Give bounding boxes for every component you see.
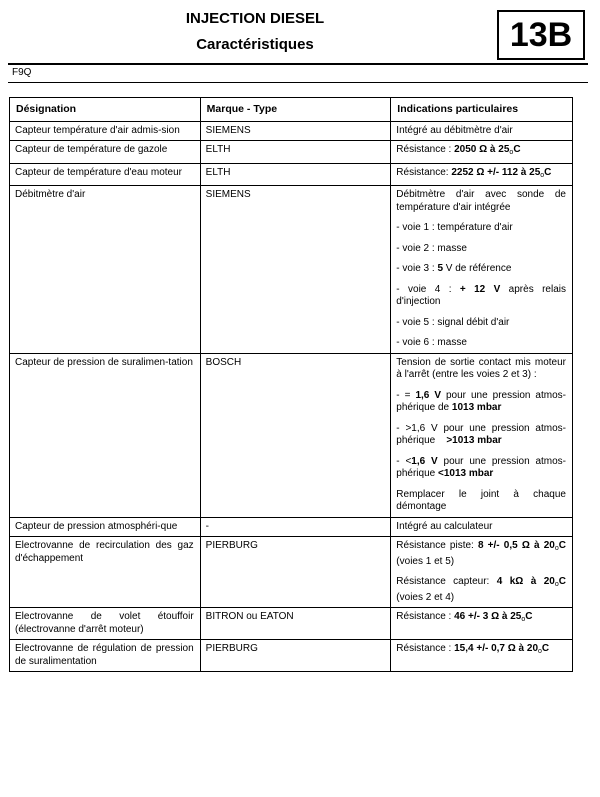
cell-designation: Capteur de température de gazole [10, 141, 201, 164]
note-line: Résistance : 2050 Ω à $25_oC$ [396, 144, 521, 156]
note-line: - = 1,6 V pour une pression atmos-phérique de 1013 mbar [396, 389, 566, 413]
cell-notes [391, 537, 573, 608]
note-line: - >1,6 V pour une pression atmos-phérique >1013 mbar [396, 422, 566, 446]
table-row [10, 121, 573, 141]
table-row [10, 141, 573, 164]
column-header-brand-type: Marque - Type [200, 98, 391, 122]
cell-designation: Electrovanne de recirculation des gaz d'échappement [10, 537, 201, 608]
table-row [10, 608, 573, 640]
characteristics-table [9, 97, 573, 672]
table-row [10, 163, 573, 186]
cell-brand-type: BOSCH [200, 353, 391, 517]
column-header-notes: Indications particulaires [391, 98, 573, 122]
note-line: - voie 2 : masse [396, 242, 467, 254]
cell-brand-type: PIERBURG [200, 640, 391, 672]
cell-brand-type: PIERBURG [200, 537, 391, 608]
cell-designation: Electrovanne de régulation de pression de suralimentation [10, 640, 201, 672]
cell-brand-type: ELTH [200, 141, 391, 164]
cell-brand-type: BITRON ou EATON [200, 608, 391, 640]
cell-notes [391, 640, 573, 672]
cell-designation: Electrovanne de volet étouffoir (électrovanne d'arrêt moteur) [10, 608, 201, 640]
column-header-designation: Désignation [10, 98, 201, 122]
engine-model-label: F9Q [12, 67, 32, 78]
cell-notes [391, 163, 573, 186]
note-line: Débitmètre d'air avec sonde de température d'air intégrée [396, 189, 566, 213]
cell-designation: Débitmètre d'air [10, 186, 201, 354]
note-line: - voie 3 : 5 V de référence [396, 263, 512, 274]
cell-brand-type: SIEMENS [200, 121, 391, 141]
cell-notes [391, 121, 573, 141]
cell-designation: Capteur de température d'eau moteur [10, 163, 201, 186]
table-row [10, 640, 573, 672]
note-line: - <1,6 V pour une pression atmos-phérique <1013 mbar [396, 455, 567, 479]
cell-notes [391, 517, 573, 537]
cell-notes [391, 608, 573, 640]
cell-notes [391, 186, 573, 354]
note-line: Intégré au débitmètre d'air [396, 124, 513, 136]
cell-brand-type: ELTH [200, 163, 391, 186]
note-line: - voie 1 : température d'air [396, 222, 513, 233]
note-line: Tension de sortie contact mis moteur à l'arrêt (entre les voies 2 et 3) : [396, 356, 566, 380]
cell-notes [391, 353, 573, 517]
cell-notes [391, 141, 573, 164]
cell-designation: Capteur de pression de suralimen-tation [10, 353, 201, 517]
cell-designation: Capteur température d'air admis-sion [10, 121, 201, 141]
document-subtitle: Caractéristiques [196, 36, 314, 53]
note-line: Remplacer le joint à chaque démontage [396, 488, 566, 512]
note-line: Résistance : 15,4 +/- 0,7 Ω à $20_oC$ [396, 643, 550, 655]
note-line: Résistance piste: 8 +/- 0,5 Ω à $20_oC$ (voies 1 et 5) [396, 540, 566, 567]
note-line: Résistance : 46 +/- 3 Ω à $25_oC$ [396, 611, 533, 623]
section-badge: 13B [497, 10, 585, 60]
model-rule [8, 82, 588, 83]
note-line: - voie 5 : signal débit d'air [396, 316, 510, 328]
table-row [10, 353, 573, 517]
note-line: Intégré au calculateur [396, 520, 493, 532]
note-line: - voie 4 : + 12 V après relais d'injection [396, 283, 566, 307]
table-row [10, 537, 573, 608]
table-header-row [10, 98, 573, 122]
note-line: - voie 6 : masse [396, 337, 467, 348]
cell-brand-type: - [200, 517, 391, 537]
table-row [10, 517, 573, 537]
table-row [10, 186, 573, 354]
document-title: INJECTION DIESEL [185, 10, 325, 27]
cell-designation: Capteur de pression atmosphéri-que [10, 517, 201, 537]
note-line: Résistance: 2252 Ω +/- 112 à $25_oC$ [396, 166, 552, 179]
header-rule [8, 63, 588, 65]
note-line: Résistance capteur: 4 kΩ à $20_oC$ (voies 2 et 4) [396, 576, 566, 603]
cell-brand-type: SIEMENS [200, 186, 391, 354]
